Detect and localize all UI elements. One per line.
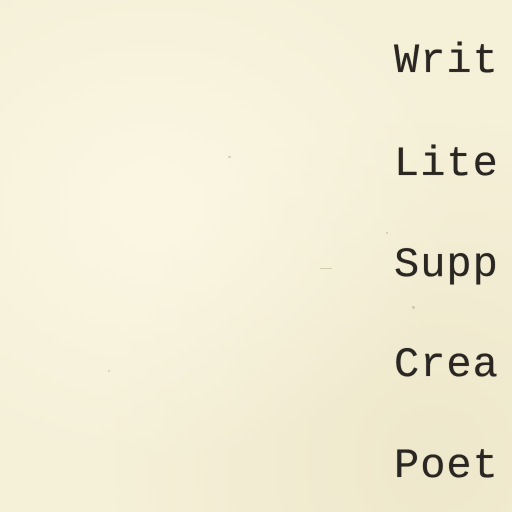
typed-line-5: Poet xyxy=(394,442,499,490)
typed-line-2: Lite xyxy=(394,140,499,188)
typed-line-3: Supp xyxy=(394,241,499,289)
paper-speck xyxy=(108,370,110,372)
paper-speck xyxy=(228,156,231,158)
paper-speck xyxy=(320,268,332,269)
typed-line-1: Writ xyxy=(394,37,499,85)
paper-speck xyxy=(386,232,388,234)
paper-speck xyxy=(412,306,415,309)
typed-line-4: Crea xyxy=(394,341,499,389)
